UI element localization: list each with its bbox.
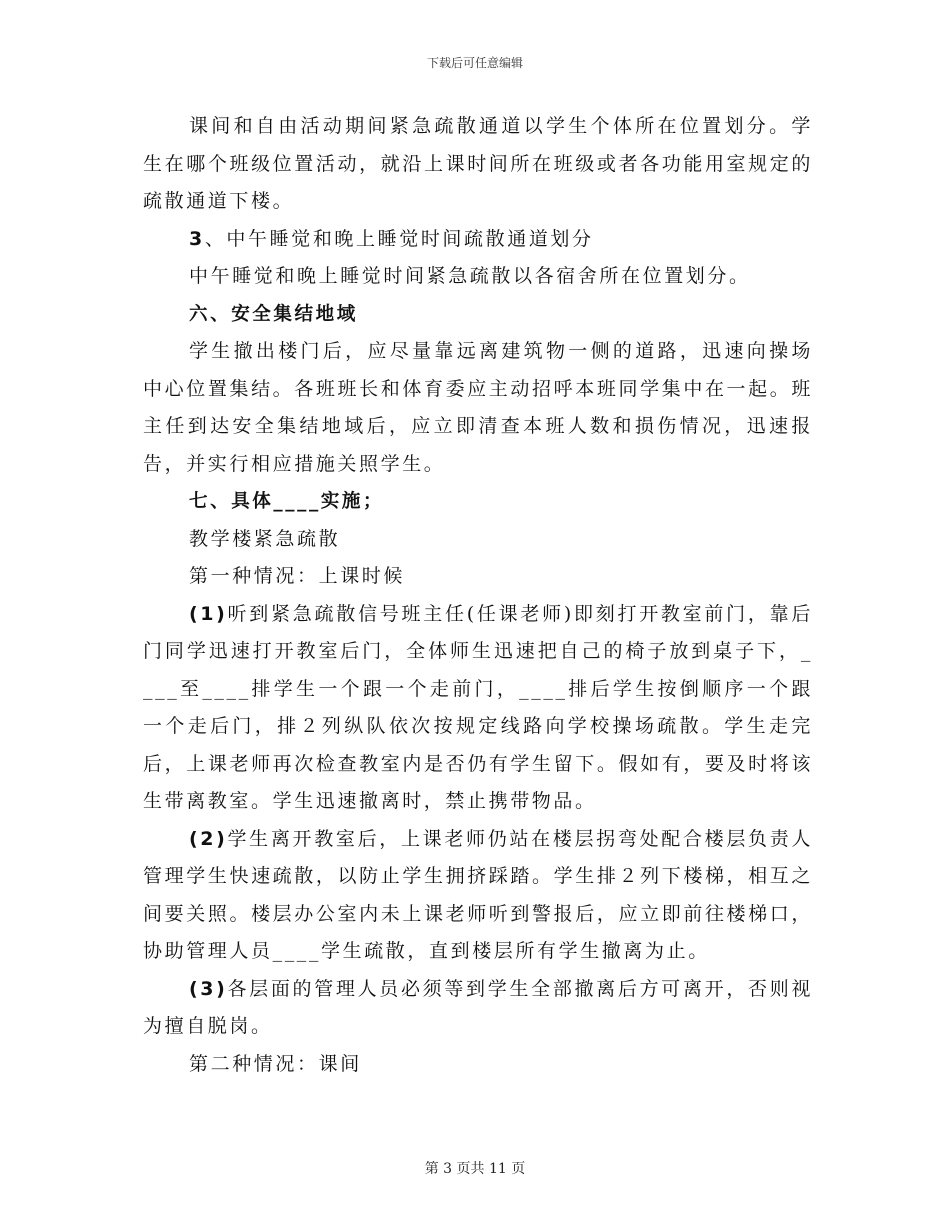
paragraph-item-1: (1)听到紧急疏散信号班主任(任课老师)即刻打开教室前门，靠后门同学迅速打开教室后门，全体师生迅速把自己的椅子放到桌子下，____至____排学生一个跟一个走前门，____排后学生按倒顺序一个跟一个走后门，排２列纵队依次按规定线路向学校操场疏散。学生走完后，上课老师再次检查教室内是否仍有学生留下。假如有，要及时将该生带离教室。学生迅速撤离时，禁止携带物品。: [143, 602, 813, 812]
paragraph-item-3: (3)各层面的管理人员必须等到学生全部撤离后方可离开，否则视为擅自脱岗。: [143, 977, 813, 1037]
document-body: [143, 108, 813, 1083]
paragraph-building-evacuation: 教学楼紧急疏散: [189, 527, 341, 550]
section-heading-assembly-area: 六、安全集结地域: [189, 303, 358, 325]
page-footer: 第 3 页共 11 页: [424, 1161, 526, 1177]
paragraph-item-2: (2)学生离开教室后，上课老师仍站在楼层拐弯处配合楼层负责人管理学生快速疏散，以防止学生拥挤踩踏。学生排２列下楼梯，相互之间要关照。楼层办公室内未上课老师听到警报后，应立即前往楼梯口，协助管理人员____学生疏散，直到楼层所有学生撤离为止。: [143, 827, 813, 962]
paragraph-break-time-evacuation: 课间和自由活动期间紧急疏散通道以学生个体所在位置划分。学生在哪个班级位置活动，就沿上课时间所在班级或者各功能用室规定的疏散通道下楼。: [143, 115, 813, 212]
page-header: 下载后可任意编辑: [426, 56, 523, 70]
paragraph-case-one: 第一种情况：上课时候: [189, 565, 406, 587]
subheading-sleep-time-evacuation: 3、中午睡觉和晚上睡觉时间疏散通道划分: [189, 227, 594, 250]
paragraph-case-two: 第二种情况：课间: [189, 1052, 362, 1075]
paragraph-sleep-time-evacuation: 中午睡觉和晚上睡觉时间紧急疏散以各宿舍所在位置划分。: [189, 265, 751, 287]
section-heading-implementation: 七、具体____实施；: [189, 491, 385, 512]
paragraph-assembly-area: 学生撤出楼门后，应尽量靠远离建筑物一侧的道路，迅速向操场中心位置集结。各班班长和体育委应主动招呼本班同学集中在一起。班主任到达安全集结地域后，应立即清查本班人数和损伤情况，迅速报告，并实行相应措施关照学生。: [143, 340, 813, 475]
